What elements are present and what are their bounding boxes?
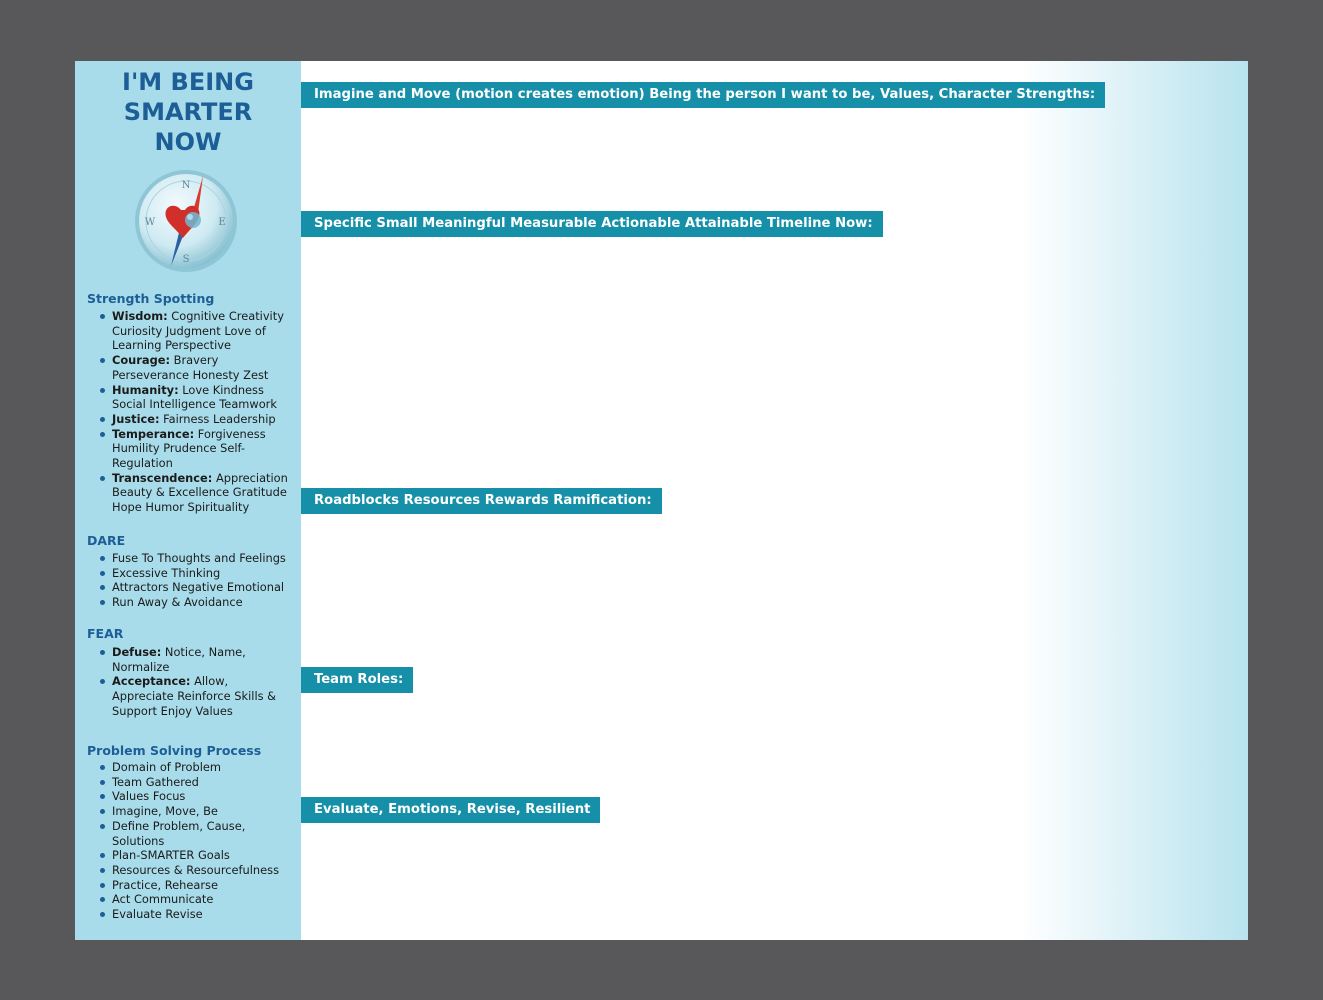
fear-text: Notice, Name, Normalize xyxy=(112,645,246,674)
title-line-2: SMARTER xyxy=(123,98,253,126)
compass-letter-n: N xyxy=(181,180,191,191)
sidebar-title xyxy=(75,67,301,157)
list-item xyxy=(99,383,289,412)
dare-heading: DARE xyxy=(87,533,126,548)
problem-heading: Problem Solving Process xyxy=(87,743,262,758)
section-bar-roadblocks: Roadblocks Resources Rewards Ramification: xyxy=(301,488,662,514)
worksheet-page xyxy=(75,61,1248,940)
strength-list xyxy=(99,309,289,515)
strength-term: Courage: xyxy=(112,353,171,368)
list-item xyxy=(99,674,289,718)
strength-term: Temperance: xyxy=(112,426,195,441)
sidebar xyxy=(75,61,301,940)
list-item xyxy=(99,353,289,382)
fear-term: Acceptance: xyxy=(112,674,191,689)
list-item: Team Gathered xyxy=(99,775,289,790)
list-item: Imagine, Move, Be xyxy=(99,804,289,819)
section-bar-evaluate: Evaluate, Emotions, Revise, Resilient xyxy=(301,797,600,823)
strength-text: Forgiveness Humility Prudence Self-Regulation xyxy=(112,426,266,471)
list-item: Plan-SMARTER Goals xyxy=(99,848,289,863)
title-line-3: NOW xyxy=(154,128,222,156)
list-item: Resources & Resourcefulness xyxy=(99,863,289,878)
list-item: Run Away & Avoidance xyxy=(99,595,289,610)
right-gradient-edge xyxy=(1020,61,1248,940)
strength-text: Appreciation Beauty & Excellence Gratitude Hope Humor Spirituality xyxy=(112,470,288,515)
strength-text: Bravery Perseverance Honesty Zest xyxy=(112,353,269,382)
list-item: Attractors Negative Emotional xyxy=(99,580,289,595)
strength-heading: Strength Spotting xyxy=(87,291,215,306)
list-item: Fuse To Thoughts and Feelings xyxy=(99,551,289,566)
strength-term: Wisdom: xyxy=(112,309,168,323)
list-item: Excessive Thinking xyxy=(99,566,289,581)
dare-list xyxy=(99,551,289,610)
strength-term: Transcendence: xyxy=(112,470,213,485)
list-item: Practice, Rehearse xyxy=(99,878,289,893)
compass-heart-icon xyxy=(133,168,239,274)
fear-text: Allow, Appreciate Reinforce Skills & Support Enjoy Values xyxy=(112,674,277,718)
section-bar-team-roles: Team Roles: xyxy=(301,667,413,693)
list-item xyxy=(99,427,289,471)
list-item xyxy=(99,645,289,674)
list-item: Domain of Problem xyxy=(99,760,289,775)
list-item: Values Focus xyxy=(99,789,289,804)
problem-list xyxy=(99,760,289,922)
fear-list xyxy=(99,645,289,719)
section-bar-imagine: Imagine and Move (motion creates emotion) Being the person I want to be, Values, Character Strengths: xyxy=(301,82,1105,108)
list-item: Define Problem, Cause, Solutions xyxy=(99,819,289,848)
strength-text: Fairness Leadership xyxy=(159,411,276,426)
strength-text: Cognitive Creativity Curiosity Judgment Love of Learning Perspective xyxy=(112,309,284,353)
compass-letter-w: W xyxy=(144,217,156,228)
compass-letter-e: E xyxy=(218,217,226,228)
strength-term: Justice: xyxy=(112,411,160,426)
list-item xyxy=(99,471,289,515)
strength-term: Humanity: xyxy=(112,382,179,397)
list-item: Act Communicate xyxy=(99,892,289,907)
strength-text: Love Kindness Social Intelligence Teamwork xyxy=(112,382,277,412)
compass-letter-s: S xyxy=(182,254,190,265)
fear-term: Defuse: xyxy=(112,645,162,659)
list-item xyxy=(99,412,289,427)
title-line-1: I'M BEING xyxy=(122,68,254,96)
section-bar-specific: Specific Small Meaningful Measurable Actionable Attainable Timeline Now: xyxy=(301,211,883,237)
list-item xyxy=(99,309,289,353)
fear-heading: FEAR xyxy=(87,626,124,641)
list-item: Evaluate Revise xyxy=(99,907,289,922)
